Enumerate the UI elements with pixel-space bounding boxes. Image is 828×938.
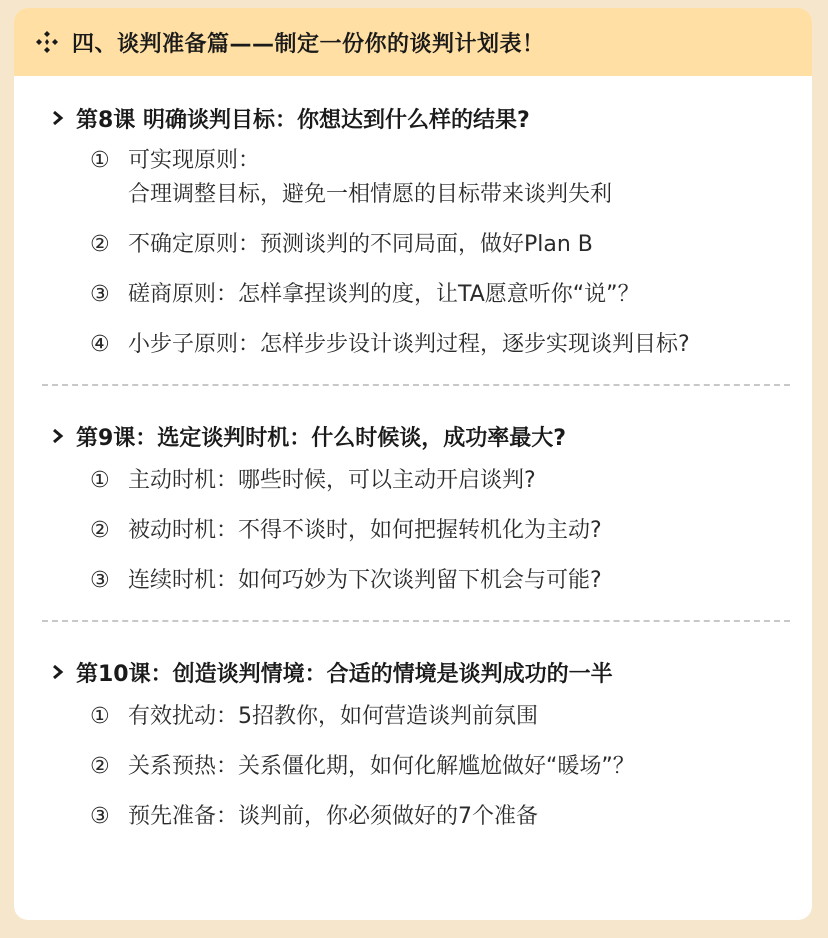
item-text: 有效扰动：5招教你，如何营造谈判前氛围 (128, 704, 538, 729)
lesson-heading[interactable] (50, 652, 792, 692)
item-number: ④ (90, 332, 110, 357)
list-item (90, 144, 792, 212)
item-number: ② (90, 754, 110, 779)
lesson-heading[interactable] (50, 98, 792, 138)
item-text: 磋商原则：怎样拿捏谈判的度，让TA愿意听你“说”？ (128, 282, 640, 307)
item-text: 不确定原则：预测谈判的不同局面，做好Plan B (128, 232, 593, 257)
item-number: ③ (90, 568, 110, 593)
lesson-heading[interactable] (50, 416, 792, 456)
item-number: ① (90, 468, 110, 493)
lesson-section (14, 98, 812, 362)
item-number: ② (90, 232, 110, 257)
lesson-title: 第10课：创造谈判情境：合适的情境是谈判成功的一半 (76, 661, 613, 687)
item-number: ② (90, 518, 110, 543)
chevron-right-icon (50, 428, 66, 444)
card-header (14, 8, 812, 76)
list-item (90, 514, 792, 548)
list-item (90, 750, 792, 784)
item-text: 合理调整目标，避免一相情愿的目标带来谈判失利 (128, 182, 613, 207)
list-item (90, 328, 792, 362)
item-text: 可实现原则： (128, 148, 261, 173)
lesson-title: 第8课 明确谈判目标：你想达到什么样的结果? (76, 107, 530, 133)
lesson-section (14, 416, 812, 598)
course-card (14, 8, 812, 920)
item-number: ① (90, 148, 110, 173)
dashed-divider (42, 384, 790, 386)
item-text: 主动时机：哪些时候，可以主动开启谈判? (128, 468, 536, 493)
lesson-title: 第9课：选定谈判时机：什么时候谈，成功率最大? (76, 425, 567, 451)
lesson-section (14, 652, 812, 834)
item-text: 连续时机：如何巧妙为下次谈判留下机会与可能? (128, 568, 602, 593)
list-item (90, 800, 792, 834)
page-title: 四、谈判准备篇——制定一份你的谈判计划表！ (72, 31, 545, 57)
item-text: 预先准备：谈判前，你必须做好的7个准备 (128, 804, 538, 829)
item-number: ③ (90, 804, 110, 829)
item-text: 被动时机：不得不谈时，如何把握转机化为主动? (128, 518, 602, 543)
item-text: 小步子原则：怎样步步设计谈判过程，逐步实现谈判目标? (128, 332, 690, 357)
sparkle-diamonds-icon (34, 29, 60, 55)
chevron-right-icon (50, 110, 66, 126)
dashed-divider (42, 620, 790, 622)
chevron-right-icon (50, 664, 66, 680)
item-number: ① (90, 704, 110, 729)
list-item (90, 278, 792, 312)
item-text: 关系预热：关系僵化期，如何化解尴尬做好“暖场”？ (128, 754, 635, 779)
list-item (90, 228, 792, 262)
list-item (90, 464, 792, 498)
item-number: ③ (90, 282, 110, 307)
list-item (90, 564, 792, 598)
list-item (90, 700, 792, 734)
